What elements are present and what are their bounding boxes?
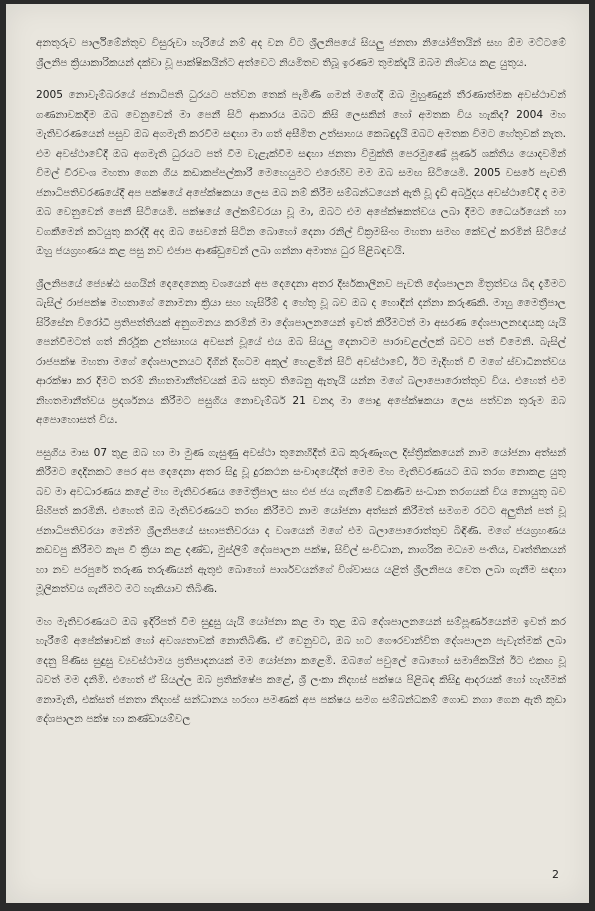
paragraph-1: අනතුරුව පාර්ලිමේන්තුව විසුරුවා හැරියේ නම් අද වන විට ශ්‍රීලනිපයේ සියලු ජනතා නියෝජිතයින් සහ ඕම මට්ටමේ ශ්‍රීලනිප ක්‍රියාකාරිකයන් දක්වා වූ පාක්ෂිකයින්ට අත්වෙට නියමිතව තිබූ ඉරණම තුමක්දැයි ඔබම නිශ්චය කළ යුතුය. <box>36 37 566 69</box>
paragraph-2: 2005 නොවැම්බරයේ ජනාධිපති ධුරයට පත්වන තෙක් පැමිණි ගමන් මගේදී ඔබ මුහුණදුන් තීරණාත්මක අවස්ථාවන් ගණනාවකදීම ඔබ වෙනුවෙන් මා පෙනී සිටි ආකාරය ඔබට කිසි ලෙසකින් හෝ අමතක විය හැකිද? 2004 මහ මැතිවරණයෙන් පසුව ඔබ අගමැති කරවීම සඳහා මා ගත් අසීමිත උත්සාහය කෙබඳුදැයි ඔබට අමතක විමට හේතුවක් නැත. එම අවස්ථාවේදී ඔබ අගමැති ධුරයට පත් වීම වැළැක්වීම සඳහා ජනතා විමුක්ති පෙරමුණේ පූර්ණ ශක්තිය යොදවමින් විමල් වීරවංශ මහතා ගෙන ගිය කඩාකප්පල්කාරී මෙහෙයුමට එරෙහිව මම ඔබ සමඟ සිටියෙමි. 2005 වසරේ පැවති ජනාධිපතිවරණයේදී අප පක්ෂයේ අපේක්ෂකයා ලෙස ඔබ නම් කිරීම සම්බන්ධයෙන් ඇති වූ දැඩි අර්බුදය අවස්ථාවේදී ද මම ඔබ වෙනුවෙන් පෙනී සිටියෙමි. පක්ෂයේ ලේකම්වරයා වූ මා, ඔබට එම අපේක්ෂකත්වය ලබා දීමට ධෛර්යයෙන් හා වගකීමෙන් කටයුතු කරද්දී අද ඔබ සෙවනේ සිටින බොහෝ දෙනා රනිල් වික්‍රමසිංහ මහතා සමඟ කේවල් කරමින් සිටියේ ඔහු ජයග්‍රහණය කළ පසු නව එජාප ආණ්ඩුවෙන් ලබා ගන්නා අමාත්‍ය ධුර පිළිබඳවයි. <box>36 89 566 257</box>
document-page <box>6 4 589 903</box>
page-number: 2 <box>552 868 559 881</box>
paragraph-3: ශ්‍රීලනිපයේ ජ්‍යෙෂ්ඨ සගයින් දෙදෙනෙකු වශයෙන් අප දෙදෙනා අතර දීර්ඝකාලීනව පැවති දේශපාලන මිත්‍රත්වය බිඳ දැමීමට බැසිල් රාජපක්ෂ මහතාගේ නොමනා ක්‍රියා සහ හැසිරීම් ද හේතු වූ බව ඔබ ද හොඳින් දන්නා කරුණකි. මාහු මෛත්‍රීපාල සිරිසේන විරෝධී ප්‍රතිපත්තියක් අනුගමනය කරමින් මා දේශපාලනයෙන් ඉවත් කිරීමටත් මා අසරණ දේශපාලනඥයකු යැයි පෙන්වීමටත් ගත් නිර්රූක උත්සාහය අවසන් වූයේ එය ඔබ සියලු දෙනාටම පාරාවළල්ලක් බවට පත් වීමෙනි. බැසිල් රාජපක්ෂ මහතා මගේ දේශපාලනයට දිගින් දිගටම අකුල් හෙළමින් සිටි අවස්ථාවේ, ඊට මැදිහත් වී මගේ ස්වාධීනත්වය ආරක්ෂා කර දීමට තරම් නිහතමානීත්වයක් ඔබ සතුව තිබෙනු ඇතැයි යන්න මගේ බලාපොරොත්තුව විය. එහෙත් එම නිහතමානීත්වය ප්‍රදර්ශනය කිරීමට පසුගිය නොවැම්බර් 21 වනදා මා පොදු අපේක්ෂකයා ලෙස පත්වන තුරුම ඔබ අපොහොසත් විය. <box>36 277 566 426</box>
paragraph-5: මහ මැතිවරණයට ඔබ ඉදිරිපත් වීම සුදුසු යැයි යෝජනා කළ මා තුළ ඔබ දේශපාලනයෙන් සම්පූර්ණයෙන්ම ඉවත් කර හැරීමේ අපේක්ෂාවක් හෝ අවශ්‍යතාවක් නොතිබිණි. ඒ වෙනුවට, ඔබ හට ගෞරවාන්විත දේශපාලන පැවැත්මක් ලබා දෙනු පිණිස සුදුසු ව්‍යවස්ථාමය ප්‍රතිපාදනයක් මම යෝජනා කළෙමි. ඔබගේ පවුලේ බොහෝ සමාජිකයින් ඊට එකඟ වූ බවත් මම දනිමි. එහෙත් ඒ සියල්ල ඔබ ප්‍රතික්ෂේප කළේ, ශ්‍රී ලංකා නිදහස් පක්ෂය පිළිබඳ කිසිදු ආදරයක් හෝ හැඟීමක් නොමැති, එක්සත් ජනතා නිදහස් සන්ධානය හරහා පමණක් අප පක්ෂය සමග සම්බන්ධකම් ගොඩ නගා ගෙන ඇති කුඩා දේශපාලන පක්ෂ හා කණ්ඩායම්වල <box>36 615 566 725</box>
paragraph-4: පසුගිය මාස 07 තුළ ඔබ හා මා මුණ ගැසුණු අවස්ථා තුනෙහිදීත් ඔබ කුරුණෑගල දිස්ත්‍රික්කයෙන් නාම යෝජනා අත්සන් කිරීමට දෙදිනකට පෙර අප දෙදෙනා අතර සිදු වූ දුරකථන සංවාදයේදීත් මෙම මහ මැතිවරණයට ඔබ තරග නොකළ යුතු බව මා අවධාරණය කළේ මහ මැතිවරණය මෛත්‍රීපාල සහ එජ ජය ගැනීමේ වකණිම සංධාන තරගයක් විය නොයුතු බව සිහිපත් කරමිනි. එහෙත් ඔබ මැතිවරණයට තරඟ කිරීමට නාම යෝජනා අත්සන් කිරීමත් සමගම රටට අලුතින් පත් වූ ජනාධිපතිවරයා මෙන්ම ශ්‍රීලනිපයේ සභාපතිවරයා ද වශයෙන් මගේ එම බලාපොරොත්තුව බිඳිණි. මගේ ජයග්‍රහණය කඩවපු කිරීමට කැප වී ක්‍රියා කළ දණ්ඩ, මුස්ලිම් දේශපාලන පක්ෂ, සිවිල් සංවිධාන, නාගරික මධ්‍යම පංතිය, වෘත්තිකයන් හා නව පරපුරේ තරුණ තරුණියන් ඇතුළු බොහෝ පාර්ශවයන්ගේ විශ්වාසය යළිත් ශ්‍රීලනිපය වෙත ලබා ගැනීම සඳහා මූලිකත්වය ගැනීමට මට හැකියාව තිබිණි. <box>36 446 566 595</box>
letter-body <box>36 34 566 743</box>
